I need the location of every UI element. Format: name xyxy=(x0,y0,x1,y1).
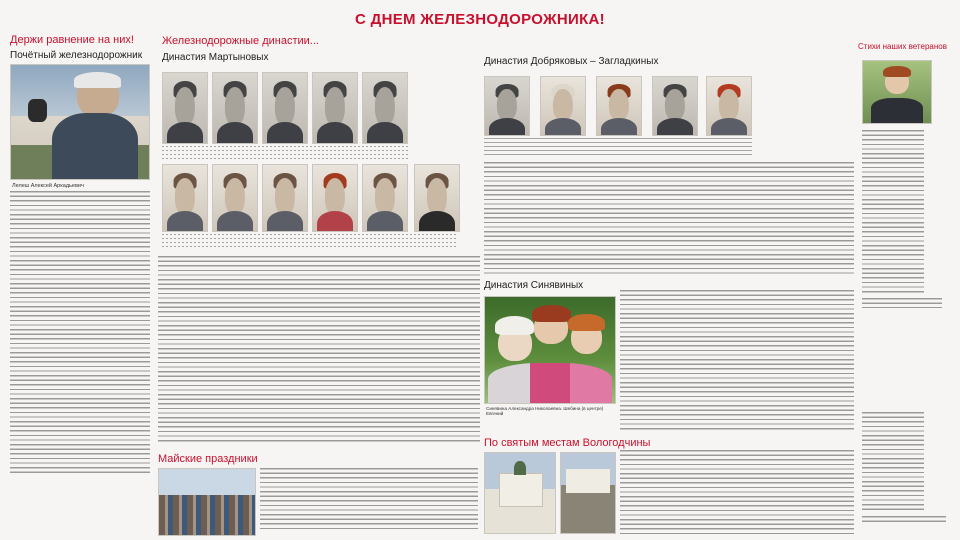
martynov-heading: Династия Мартыновых xyxy=(162,52,269,63)
sinyavin-caption: Синявина Александра Николаевна. Шебина (в центре) Евгений xyxy=(486,406,604,417)
dobryakov-portrait-1 xyxy=(484,76,530,136)
martynov-portrait-2 xyxy=(212,72,258,144)
left-caption: Лелеш Алексей Аркадьевич xyxy=(12,183,84,189)
martynov-portrait-7 xyxy=(212,164,258,232)
dobryakov-portrait-2 xyxy=(540,76,586,136)
holidays-text xyxy=(260,468,478,532)
martynov-portrait-11 xyxy=(414,164,460,232)
martynov-captions-row-1 xyxy=(162,146,408,162)
dobryakov-article-text xyxy=(484,162,854,274)
sinyavin-heading: Династия Синявиных xyxy=(484,280,584,291)
veteran-poem-2-author xyxy=(862,516,946,522)
martynov-portrait-6 xyxy=(162,164,208,232)
holidays-heading: Майские праздники xyxy=(158,453,258,465)
dobryakov-portrait-5 xyxy=(706,76,752,136)
sinyavin-article-text xyxy=(620,290,854,432)
martynov-portrait-10 xyxy=(362,164,408,232)
veteran-portrait xyxy=(862,60,932,124)
vologda-text xyxy=(620,450,854,534)
vologda-heading: По святым местам Вологодчины xyxy=(484,437,651,449)
martynov-captions-row-2 xyxy=(162,234,458,250)
left-heading: Держи равнение на них! xyxy=(10,34,134,46)
page-title: С ДНЕМ ЖЕЛЕЗНОДОРОЖНИКА! xyxy=(355,11,605,28)
martynov-portrait-9 xyxy=(312,164,358,232)
veteran-poem-2 xyxy=(862,412,924,512)
left-subheading: Почётный железнодорожник xyxy=(10,50,143,61)
vologda-photo-2 xyxy=(560,452,616,534)
dobryakov-heading: Династия Добряковых – Загладкиных xyxy=(484,56,659,67)
veteran-poem-1 xyxy=(862,130,924,294)
vologda-photo-1 xyxy=(484,452,556,534)
holidays-photo xyxy=(158,468,256,536)
martynov-article-text xyxy=(158,256,480,442)
martynov-portrait-4 xyxy=(312,72,358,144)
martynov-portrait-1 xyxy=(162,72,208,144)
left-article-text xyxy=(10,191,150,473)
dobryakov-captions xyxy=(484,138,752,158)
sinyavin-photo xyxy=(484,296,616,404)
martynov-portrait-5 xyxy=(362,72,408,144)
dobryakov-portrait-3 xyxy=(596,76,642,136)
dobryakov-portrait-4 xyxy=(652,76,698,136)
honorary-railwayman-photo xyxy=(10,64,150,180)
martynov-portrait-8 xyxy=(262,164,308,232)
veterans-poems-heading: Стихи наших ветеранов xyxy=(858,42,947,51)
martynov-portrait-3 xyxy=(262,72,308,144)
dynasties-heading: Железнодорожные династии... xyxy=(162,35,319,47)
veteran-poem-1-author xyxy=(862,298,942,308)
